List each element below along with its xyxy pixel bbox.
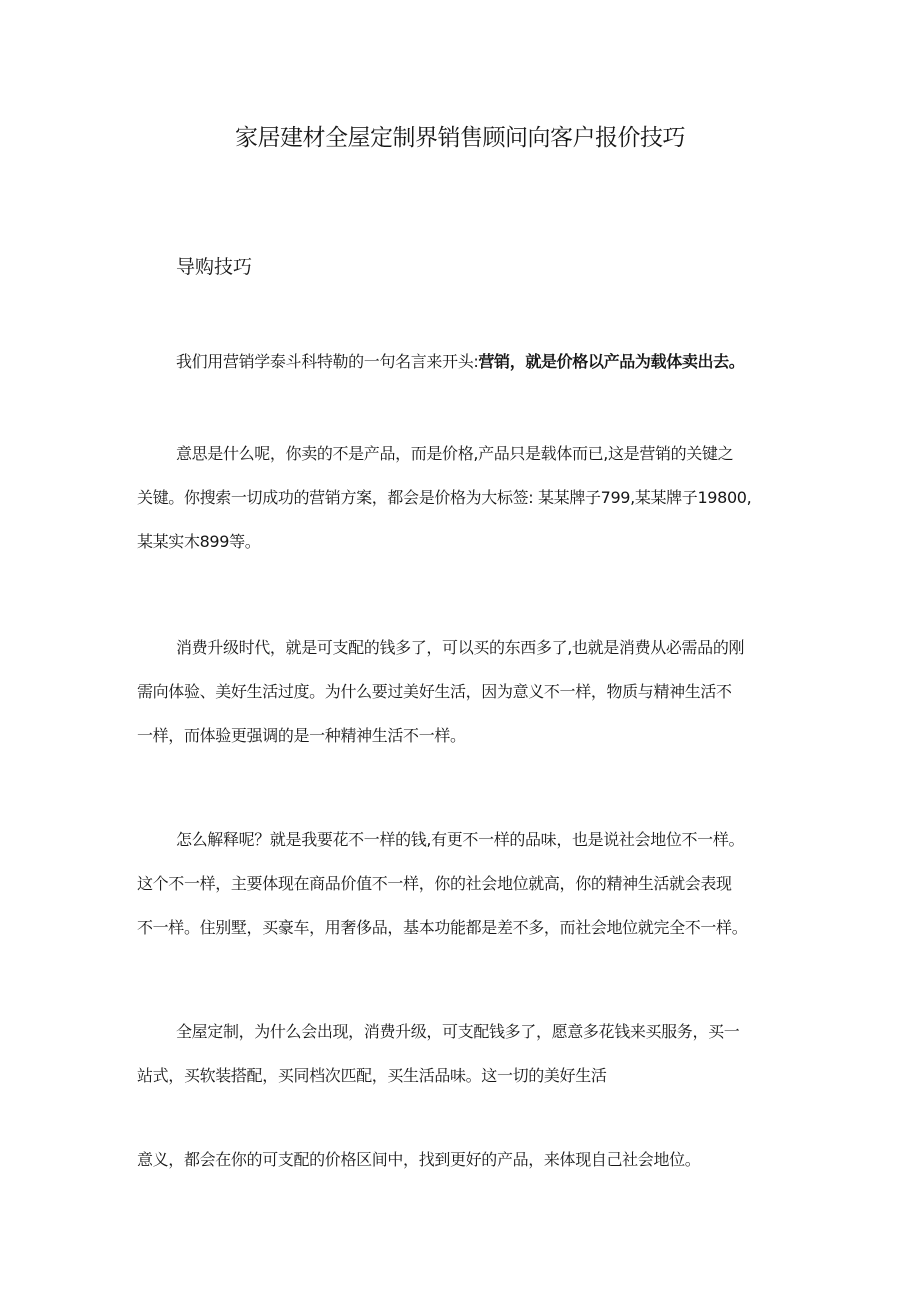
intro-lead-text: 我们用营销学泰斗科特勒的一句名言来开头: <box>176 352 479 371</box>
document-title: 家居建材全屋定制界销售顾问向客户报价技巧 <box>235 125 685 151</box>
paragraph-line: 意义，都会在你的可支配的价格区间中，找到更好的产品，来体现自己社会地位。 <box>137 1150 701 1169</box>
paragraph-line: 全屋定制，为什么会出现，消费升级，可支配钱多了，愿意多花钱来买服务，买一 <box>176 1022 740 1041</box>
paragraph-line: 需向体验、美好生活过度。为什么要过美好生活，因为意义不一样，物质与精神生活不 <box>137 682 732 701</box>
paragraph-whole-house-custom <box>137 1010 787 1098</box>
paragraph-line: 不一样。住别墅，买豪车，用奢侈品，基本功能都是差不多，而社会地位就完全不一样。 <box>137 918 748 937</box>
paragraph-meaning <box>137 432 787 564</box>
intro-quote-text: 营销，就是价格以产品为载体卖出去。 <box>478 352 745 371</box>
paragraph-line: 关键。你搜索一切成功的营销方案，都会是价格为大标签: 某某牌子799,某某牌子19800, <box>137 488 752 507</box>
paragraph-line: 消费升级时代，就是可支配的钱多了，可以买的东西多了,也就是消费从必需品的刚 <box>176 638 745 657</box>
paragraph-line: 站式，买软装搭配，买同档次匹配，买生活品味。这一切的美好生活 <box>137 1066 607 1085</box>
paragraph-line: 意思是什么呢，你卖的不是产品，而是价格,产品只是载体而已,这是营销的关键之 <box>176 444 734 463</box>
paragraph-explanation <box>137 818 787 950</box>
paragraph-consumption-upgrade <box>137 626 787 758</box>
paragraph-intro <box>137 340 787 384</box>
paragraph-line: 某某实木899等。 <box>137 532 261 551</box>
paragraph-line: 怎么解释呢？就是我要花不一样的钱,有更不一样的品味，也是说社会地位不一样。 <box>176 830 745 849</box>
section-heading: 导购技巧 <box>176 256 253 278</box>
paragraph-line <box>137 340 787 384</box>
paragraph-line: 这个不一样，主要体现在商品价值不一样，你的社会地位就高，你的精神生活就会表现 <box>137 874 732 893</box>
paragraph-line: 一样，而体验更强调的是一种精神生活不一样。 <box>137 726 466 745</box>
paragraph-meaning-conclusion <box>137 1138 787 1182</box>
